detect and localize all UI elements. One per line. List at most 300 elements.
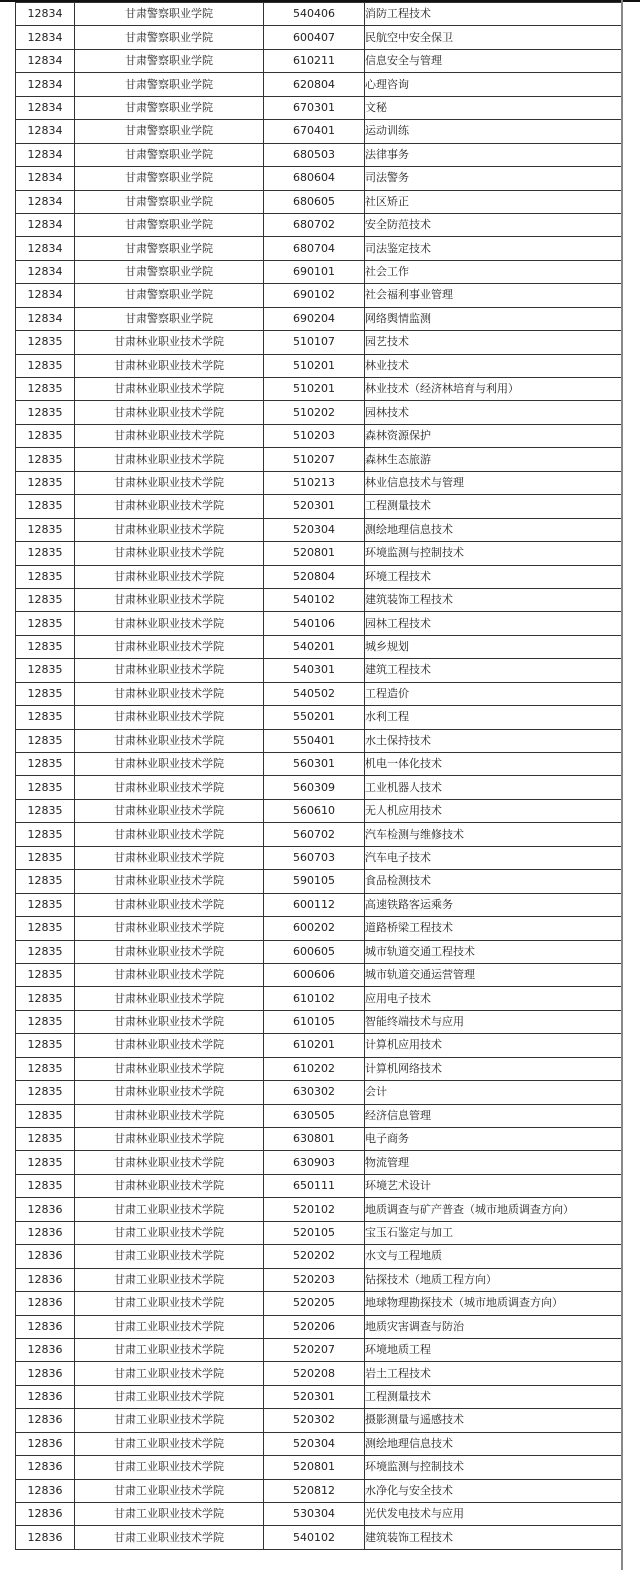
major-name-cell: 环境艺术设计 [365, 1174, 622, 1197]
table-row [16, 1174, 622, 1197]
major-name-cell: 无人机应用技术 [365, 799, 622, 822]
table-row [16, 870, 622, 893]
school-name-cell: 甘肃林业职业技术学院 [75, 612, 264, 635]
school-code-cell: 12836 [16, 1432, 75, 1455]
major-code-cell: 530304 [264, 1503, 365, 1526]
major-name-cell: 社会工作 [365, 260, 622, 283]
school-code-cell: 12835 [16, 565, 75, 588]
school-code-cell: 12835 [16, 1081, 75, 1104]
major-code-cell: 680503 [264, 143, 365, 166]
school-code-cell: 12836 [16, 1385, 75, 1408]
school-code-cell: 12835 [16, 401, 75, 424]
school-name-cell: 甘肃林业职业技术学院 [75, 729, 264, 752]
table-row [16, 1268, 622, 1291]
major-code-cell: 520302 [264, 1409, 365, 1432]
school-code-cell: 12835 [16, 659, 75, 682]
major-name-cell: 测绘地理信息技术 [365, 1432, 622, 1455]
major-code-cell: 510203 [264, 424, 365, 447]
school-code-cell: 12835 [16, 823, 75, 846]
table-row [16, 307, 622, 330]
major-name-cell: 光伏发电技术与应用 [365, 1503, 622, 1526]
school-code-cell: 12834 [16, 284, 75, 307]
table-row [16, 167, 622, 190]
major-name-cell: 文秘 [365, 96, 622, 119]
major-name-cell: 地质调查与矿产普查（城市地质调查方向） [365, 1198, 622, 1221]
table-row [16, 1198, 622, 1221]
school-name-cell: 甘肃警察职业学院 [75, 3, 264, 26]
major-name-cell: 工程测量技术 [365, 1385, 622, 1408]
major-name-cell: 园林工程技术 [365, 612, 622, 635]
school-code-cell: 12834 [16, 3, 75, 26]
major-code-cell: 610105 [264, 1010, 365, 1033]
school-code-cell: 12835 [16, 612, 75, 635]
school-code-cell: 12836 [16, 1315, 75, 1338]
major-code-cell: 610102 [264, 987, 365, 1010]
major-name-cell: 消防工程技术 [365, 3, 622, 26]
school-code-cell: 12834 [16, 73, 75, 96]
school-name-cell: 甘肃林业职业技术学院 [75, 354, 264, 377]
major-name-cell: 林业技术 [365, 354, 622, 377]
school-code-cell: 12835 [16, 893, 75, 916]
school-name-cell: 甘肃林业职业技术学院 [75, 588, 264, 611]
major-code-cell: 600606 [264, 963, 365, 986]
major-name-cell: 工程测量技术 [365, 495, 622, 518]
major-name-cell: 运动训练 [365, 120, 622, 143]
major-name-cell: 地质灾害调查与防治 [365, 1315, 622, 1338]
major-name-cell: 钻探技术（地质工程方向） [365, 1268, 622, 1291]
major-code-cell: 520304 [264, 1432, 365, 1455]
major-code-cell: 520105 [264, 1221, 365, 1244]
school-name-cell: 甘肃警察职业学院 [75, 26, 264, 49]
school-name-cell: 甘肃林业职业技术学院 [75, 776, 264, 799]
major-name-cell: 心理咨询 [365, 73, 622, 96]
school-name-cell: 甘肃林业职业技术学院 [75, 659, 264, 682]
school-code-cell: 12835 [16, 448, 75, 471]
school-name-cell: 甘肃林业职业技术学院 [75, 870, 264, 893]
school-code-cell: 12835 [16, 1034, 75, 1057]
school-name-cell: 甘肃工业职业技术学院 [75, 1315, 264, 1338]
school-code-cell: 12835 [16, 471, 75, 494]
table-row [16, 1432, 622, 1455]
major-code-cell: 560702 [264, 823, 365, 846]
school-code-cell: 12835 [16, 588, 75, 611]
school-code-cell: 12835 [16, 424, 75, 447]
majors-table [15, 2, 622, 1550]
school-code-cell: 12835 [16, 331, 75, 354]
major-name-cell: 环境工程技术 [365, 565, 622, 588]
major-name-cell: 工业机器人技术 [365, 776, 622, 799]
major-code-cell: 610211 [264, 49, 365, 72]
major-name-cell: 经济信息管理 [365, 1104, 622, 1127]
table-row [16, 260, 622, 283]
school-code-cell: 12836 [16, 1268, 75, 1291]
school-code-cell: 12836 [16, 1503, 75, 1526]
school-name-cell: 甘肃林业职业技术学院 [75, 846, 264, 869]
major-code-cell: 670301 [264, 96, 365, 119]
major-code-cell: 690102 [264, 284, 365, 307]
major-name-cell: 司法警务 [365, 167, 622, 190]
table-row [16, 1010, 622, 1033]
table-row [16, 612, 622, 635]
school-name-cell: 甘肃工业职业技术学院 [75, 1456, 264, 1479]
major-code-cell: 650111 [264, 1174, 365, 1197]
school-name-cell: 甘肃林业职业技术学院 [75, 495, 264, 518]
major-code-cell: 690101 [264, 260, 365, 283]
major-code-cell: 510202 [264, 401, 365, 424]
school-code-cell: 12836 [16, 1456, 75, 1479]
major-code-cell: 540502 [264, 682, 365, 705]
major-code-cell: 540102 [264, 588, 365, 611]
school-name-cell: 甘肃工业职业技术学院 [75, 1362, 264, 1385]
major-name-cell: 城乡规划 [365, 635, 622, 658]
major-code-cell: 520812 [264, 1479, 365, 1502]
table-row [16, 659, 622, 682]
school-code-cell: 12835 [16, 987, 75, 1010]
school-name-cell: 甘肃警察职业学院 [75, 96, 264, 119]
school-code-cell: 12836 [16, 1338, 75, 1361]
school-name-cell: 甘肃林业职业技术学院 [75, 753, 264, 776]
school-name-cell: 甘肃林业职业技术学院 [75, 401, 264, 424]
school-code-cell: 12836 [16, 1221, 75, 1244]
school-name-cell: 甘肃工业职业技术学院 [75, 1221, 264, 1244]
major-code-cell: 520804 [264, 565, 365, 588]
table-row [16, 1479, 622, 1502]
school-name-cell: 甘肃警察职业学院 [75, 284, 264, 307]
school-name-cell: 甘肃工业职业技术学院 [75, 1409, 264, 1432]
major-code-cell: 680605 [264, 190, 365, 213]
table-row [16, 565, 622, 588]
major-code-cell: 510207 [264, 448, 365, 471]
school-code-cell: 12835 [16, 1174, 75, 1197]
major-name-cell: 岩土工程技术 [365, 1362, 622, 1385]
table-row [16, 588, 622, 611]
table-row [16, 917, 622, 940]
major-code-cell: 630302 [264, 1081, 365, 1104]
table-row [16, 213, 622, 236]
table-row [16, 542, 622, 565]
major-name-cell: 食品检测技术 [365, 870, 622, 893]
table-row [16, 424, 622, 447]
major-name-cell: 建筑装饰工程技术 [365, 588, 622, 611]
school-name-cell: 甘肃林业职业技术学院 [75, 1128, 264, 1151]
school-code-cell: 12834 [16, 190, 75, 213]
school-code-cell: 12834 [16, 26, 75, 49]
table-row [16, 1409, 622, 1432]
school-name-cell: 甘肃林业职业技术学院 [75, 1010, 264, 1033]
major-name-cell: 城市轨道交通运营管理 [365, 963, 622, 986]
table-row [16, 1034, 622, 1057]
table-row [16, 823, 622, 846]
major-code-cell: 560610 [264, 799, 365, 822]
major-code-cell: 540106 [264, 612, 365, 635]
table-row [16, 1104, 622, 1127]
right-edge-rule [621, 0, 623, 1570]
major-name-cell: 水土保持技术 [365, 729, 622, 752]
school-code-cell: 12834 [16, 213, 75, 236]
major-code-cell: 520801 [264, 542, 365, 565]
school-name-cell: 甘肃工业职业技术学院 [75, 1245, 264, 1268]
school-code-cell: 12835 [16, 354, 75, 377]
school-code-cell: 12835 [16, 635, 75, 658]
major-name-cell: 道路桥梁工程技术 [365, 917, 622, 940]
major-code-cell: 540102 [264, 1526, 365, 1549]
school-code-cell: 12836 [16, 1362, 75, 1385]
major-name-cell: 信息安全与管理 [365, 49, 622, 72]
table-row [16, 495, 622, 518]
major-code-cell: 610202 [264, 1057, 365, 1080]
major-code-cell: 540406 [264, 3, 365, 26]
school-code-cell: 12835 [16, 682, 75, 705]
school-code-cell: 12834 [16, 307, 75, 330]
major-code-cell: 600112 [264, 893, 365, 916]
major-code-cell: 680702 [264, 213, 365, 236]
table-body [16, 3, 622, 1550]
major-code-cell: 560301 [264, 753, 365, 776]
school-code-cell: 12835 [16, 1104, 75, 1127]
table-row [16, 3, 622, 26]
school-name-cell: 甘肃林业职业技术学院 [75, 893, 264, 916]
major-name-cell: 工程造价 [365, 682, 622, 705]
major-code-cell: 630505 [264, 1104, 365, 1127]
school-code-cell: 12835 [16, 917, 75, 940]
school-code-cell: 12836 [16, 1479, 75, 1502]
table-row [16, 1526, 622, 1549]
major-name-cell: 林业技术（经济林培育与利用） [365, 378, 622, 401]
table-row [16, 331, 622, 354]
major-name-cell: 林业信息技术与管理 [365, 471, 622, 494]
major-code-cell: 690204 [264, 307, 365, 330]
major-name-cell: 水净化与安全技术 [365, 1479, 622, 1502]
major-name-cell: 城市轨道交通工程技术 [365, 940, 622, 963]
table-row [16, 682, 622, 705]
school-code-cell: 12836 [16, 1245, 75, 1268]
school-name-cell: 甘肃警察职业学院 [75, 237, 264, 260]
major-code-cell: 630801 [264, 1128, 365, 1151]
school-code-cell: 12835 [16, 940, 75, 963]
school-code-cell: 12834 [16, 49, 75, 72]
school-name-cell: 甘肃林业职业技术学院 [75, 987, 264, 1010]
table-row [16, 1315, 622, 1338]
table-row [16, 776, 622, 799]
table-row [16, 378, 622, 401]
school-name-cell: 甘肃林业职业技术学院 [75, 823, 264, 846]
major-name-cell: 计算机网络技术 [365, 1057, 622, 1080]
school-name-cell: 甘肃工业职业技术学院 [75, 1198, 264, 1221]
major-code-cell: 680604 [264, 167, 365, 190]
table-row [16, 1362, 622, 1385]
school-name-cell: 甘肃林业职业技术学院 [75, 518, 264, 541]
school-name-cell: 甘肃林业职业技术学院 [75, 331, 264, 354]
school-code-cell: 12834 [16, 96, 75, 119]
table-row [16, 237, 622, 260]
major-name-cell: 司法鉴定技术 [365, 237, 622, 260]
table-row [16, 729, 622, 752]
school-code-cell: 12835 [16, 706, 75, 729]
school-code-cell: 12835 [16, 495, 75, 518]
table-row [16, 471, 622, 494]
school-name-cell: 甘肃工业职业技术学院 [75, 1432, 264, 1455]
school-code-cell: 12835 [16, 846, 75, 869]
table-row [16, 1245, 622, 1268]
school-name-cell: 甘肃警察职业学院 [75, 49, 264, 72]
school-name-cell: 甘肃工业职业技术学院 [75, 1385, 264, 1408]
major-name-cell: 地球物理勘探技术（城市地质调查方向） [365, 1292, 622, 1315]
school-code-cell: 12834 [16, 143, 75, 166]
major-code-cell: 520203 [264, 1268, 365, 1291]
school-name-cell: 甘肃林业职业技术学院 [75, 682, 264, 705]
major-name-cell: 森林生态旅游 [365, 448, 622, 471]
major-name-cell: 电子商务 [365, 1128, 622, 1151]
table-row [16, 1338, 622, 1361]
school-name-cell: 甘肃工业职业技术学院 [75, 1479, 264, 1502]
major-code-cell: 520304 [264, 518, 365, 541]
table-row [16, 1456, 622, 1479]
school-name-cell: 甘肃警察职业学院 [75, 167, 264, 190]
major-code-cell: 520208 [264, 1362, 365, 1385]
school-name-cell: 甘肃林业职业技术学院 [75, 1174, 264, 1197]
school-code-cell: 12835 [16, 963, 75, 986]
major-code-cell: 520207 [264, 1338, 365, 1361]
school-name-cell: 甘肃工业职业技术学院 [75, 1268, 264, 1291]
major-code-cell: 520801 [264, 1456, 365, 1479]
school-name-cell: 甘肃警察职业学院 [75, 213, 264, 236]
table-row [16, 120, 622, 143]
major-name-cell: 民航空中安全保卫 [365, 26, 622, 49]
table-row [16, 1057, 622, 1080]
school-code-cell: 12835 [16, 799, 75, 822]
major-name-cell: 网络舆情监测 [365, 307, 622, 330]
major-code-cell: 560309 [264, 776, 365, 799]
major-code-cell: 600407 [264, 26, 365, 49]
school-name-cell: 甘肃林业职业技术学院 [75, 448, 264, 471]
table-row [16, 284, 622, 307]
major-code-cell: 510201 [264, 378, 365, 401]
school-code-cell: 12834 [16, 260, 75, 283]
major-name-cell: 水文与工程地质 [365, 1245, 622, 1268]
major-code-cell: 680704 [264, 237, 365, 260]
school-name-cell: 甘肃林业职业技术学院 [75, 635, 264, 658]
school-name-cell: 甘肃工业职业技术学院 [75, 1503, 264, 1526]
major-name-cell: 社区矫正 [365, 190, 622, 213]
table-row [16, 635, 622, 658]
major-name-cell: 物流管理 [365, 1151, 622, 1174]
major-name-cell: 宝玉石鉴定与加工 [365, 1221, 622, 1244]
school-code-cell: 12835 [16, 1128, 75, 1151]
school-name-cell: 甘肃林业职业技术学院 [75, 799, 264, 822]
school-name-cell: 甘肃工业职业技术学院 [75, 1292, 264, 1315]
major-code-cell: 540201 [264, 635, 365, 658]
major-code-cell: 520205 [264, 1292, 365, 1315]
table-row [16, 190, 622, 213]
major-name-cell: 汽车电子技术 [365, 846, 622, 869]
major-code-cell: 520301 [264, 495, 365, 518]
major-code-cell: 520102 [264, 1198, 365, 1221]
school-name-cell: 甘肃林业职业技术学院 [75, 378, 264, 401]
major-code-cell: 560703 [264, 846, 365, 869]
school-name-cell: 甘肃林业职业技术学院 [75, 917, 264, 940]
school-code-cell: 12836 [16, 1526, 75, 1549]
major-name-cell: 智能终端技术与应用 [365, 1010, 622, 1033]
school-name-cell: 甘肃工业职业技术学院 [75, 1338, 264, 1361]
major-name-cell: 园艺技术 [365, 331, 622, 354]
school-name-cell: 甘肃林业职业技术学院 [75, 1104, 264, 1127]
major-name-cell: 机电一体化技术 [365, 753, 622, 776]
school-name-cell: 甘肃警察职业学院 [75, 190, 264, 213]
major-code-cell: 620804 [264, 73, 365, 96]
table-row [16, 1503, 622, 1526]
major-name-cell: 园林技术 [365, 401, 622, 424]
table-row [16, 26, 622, 49]
major-code-cell: 550201 [264, 706, 365, 729]
major-name-cell: 森林资源保护 [365, 424, 622, 447]
school-code-cell: 12836 [16, 1409, 75, 1432]
school-code-cell: 12835 [16, 776, 75, 799]
major-name-cell: 建筑装饰工程技术 [365, 1526, 622, 1549]
table-row [16, 799, 622, 822]
school-name-cell: 甘肃林业职业技术学院 [75, 565, 264, 588]
table-row [16, 987, 622, 1010]
school-code-cell: 12835 [16, 518, 75, 541]
major-code-cell: 610201 [264, 1034, 365, 1057]
major-name-cell: 高速铁路客运乘务 [365, 893, 622, 916]
school-name-cell: 甘肃林业职业技术学院 [75, 1151, 264, 1174]
table-row [16, 401, 622, 424]
major-name-cell: 摄影测量与遥感技术 [365, 1409, 622, 1432]
major-code-cell: 510201 [264, 354, 365, 377]
major-code-cell: 550401 [264, 729, 365, 752]
major-code-cell: 630903 [264, 1151, 365, 1174]
table-row [16, 1385, 622, 1408]
major-name-cell: 建筑工程技术 [365, 659, 622, 682]
school-code-cell: 12834 [16, 237, 75, 260]
school-code-cell: 12835 [16, 378, 75, 401]
major-name-cell: 环境监测与控制技术 [365, 542, 622, 565]
school-code-cell: 12836 [16, 1292, 75, 1315]
school-name-cell: 甘肃警察职业学院 [75, 143, 264, 166]
major-name-cell: 环境监测与控制技术 [365, 1456, 622, 1479]
major-code-cell: 520206 [264, 1315, 365, 1338]
school-code-cell: 12834 [16, 120, 75, 143]
school-name-cell: 甘肃警察职业学院 [75, 260, 264, 283]
table-row [16, 1151, 622, 1174]
major-name-cell: 会计 [365, 1081, 622, 1104]
school-name-cell: 甘肃警察职业学院 [75, 73, 264, 96]
school-name-cell: 甘肃林业职业技术学院 [75, 1081, 264, 1104]
major-name-cell: 法律事务 [365, 143, 622, 166]
major-name-cell: 水利工程 [365, 706, 622, 729]
school-code-cell: 12835 [16, 542, 75, 565]
school-name-cell: 甘肃林业职业技术学院 [75, 542, 264, 565]
major-code-cell: 510213 [264, 471, 365, 494]
major-code-cell: 600202 [264, 917, 365, 940]
school-code-cell: 12835 [16, 870, 75, 893]
major-name-cell: 社会福利事业管理 [365, 284, 622, 307]
school-name-cell: 甘肃林业职业技术学院 [75, 940, 264, 963]
major-name-cell: 汽车检测与维修技术 [365, 823, 622, 846]
table-row [16, 49, 622, 72]
major-code-cell: 590105 [264, 870, 365, 893]
major-code-cell: 510107 [264, 331, 365, 354]
major-name-cell: 安全防范技术 [365, 213, 622, 236]
table-row [16, 143, 622, 166]
school-name-cell: 甘肃林业职业技术学院 [75, 1057, 264, 1080]
table-row [16, 354, 622, 377]
table-row [16, 448, 622, 471]
major-code-cell: 670401 [264, 120, 365, 143]
major-code-cell: 520301 [264, 1385, 365, 1408]
table-row [16, 518, 622, 541]
table-row [16, 1081, 622, 1104]
